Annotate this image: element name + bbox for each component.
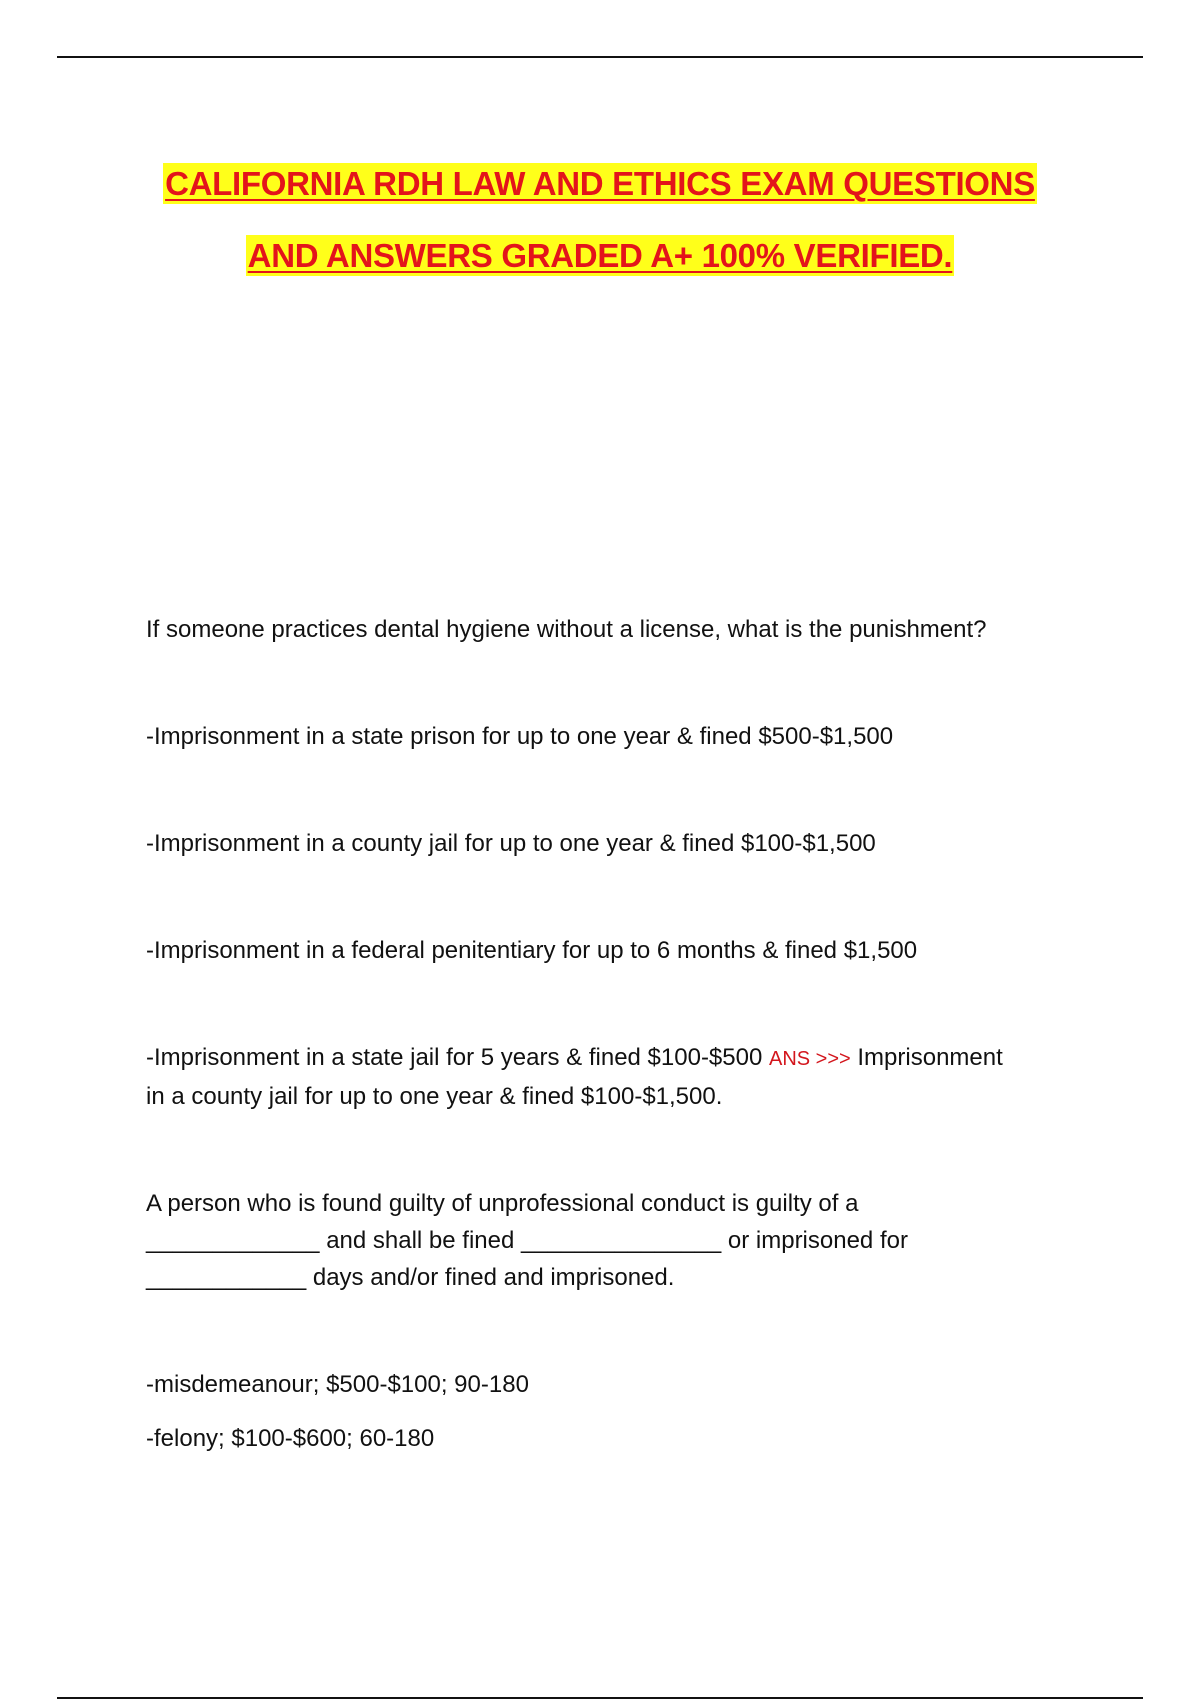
title-line-2-text: AND ANSWERS GRADED A+ 100% VERIFIED. [247,237,953,274]
question-1-option-4: -Imprisonment in a state jail for 5 years & fined $100-$500 [146,1044,763,1071]
question-2-prompt-line-2: _____________ and shall be fined _______________ or imprisoned for [146,1227,908,1254]
question-2-option-2: -felony; $100-$600; 60-180 [146,1425,435,1452]
answer-tag: ANS >>> [769,1048,851,1070]
answer-text-line-1: Imprisonment [857,1044,1003,1071]
title-line-1 [0,148,1200,220]
question-1-prompt: If someone practices dental hygiene without a license, what is the punishment? [146,616,987,643]
question-1-option-2: -Imprisonment in a county jail for up to one year & fined $100-$1,500 [146,830,876,857]
title-line-2 [0,220,1200,292]
question-1-option-4-with-answer [146,1039,1086,1115]
question-2-prompt-line-3: ____________ days and/or fined and imprisoned. [146,1264,675,1291]
question-1-option-1: -Imprisonment in a state prison for up to one year & fined $500-$1,500 [146,723,894,750]
question-2-prompt [146,1185,1086,1296]
document-title [0,148,1200,292]
question-2-prompt-line-1: A person who is found guilty of unprofessional conduct is guilty of a [146,1190,859,1217]
bottom-rule [57,1697,1143,1699]
question-1-option-3: -Imprisonment in a federal penitentiary for up to 6 months & fined $1,500 [146,937,918,964]
answer-text-line-2: in a county jail for up to one year & fined $100-$1,500. [146,1083,723,1110]
top-rule [57,56,1143,58]
title-line-1-text: CALIFORNIA RDH LAW AND ETHICS EXAM QUESTIONS [165,165,1035,202]
question-2-option-1: -misdemeanour; $500-$100; 90-180 [146,1371,529,1398]
